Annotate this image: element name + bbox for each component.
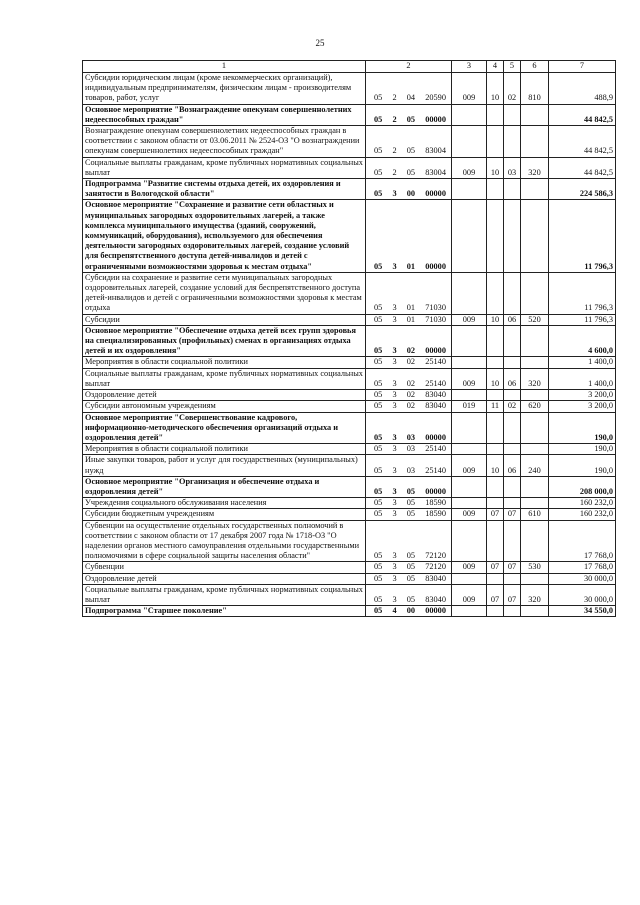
- code-direction: 25140: [425, 357, 446, 367]
- amount: 4 600,0: [549, 325, 616, 357]
- column-header: 4: [487, 61, 504, 73]
- row-name: Основное мероприятие "Сохранение и развитие сети областных и муниципальных загородных оздоровительных лагерей, а также комплекса муниципального имущества (зданий, сооружений, коммуникаций, оборудования), используемого для обеспечения деятельности загородных оздоровительных лагерей, создание условий для беспрепятственного доступа детей-инвалидов и детей с ограниченными возможностями здоровья к местам отдыха": [83, 200, 366, 272]
- code-subprogram: 3: [392, 432, 397, 442]
- section-code: 10: [487, 73, 504, 105]
- table-row: [83, 200, 616, 272]
- table-row: [83, 368, 616, 389]
- amount: 488,9: [549, 73, 616, 105]
- expense-type-code: [521, 476, 549, 497]
- code-direction: 83040: [425, 573, 446, 583]
- code-direction: 00000: [425, 432, 446, 442]
- amount: 208 000,0: [549, 476, 616, 497]
- expense-type-code: 240: [521, 455, 549, 476]
- column-header: 5: [504, 61, 521, 73]
- expense-type-code: 810: [521, 73, 549, 105]
- subsection-code: 06: [504, 368, 521, 389]
- code-direction: 00000: [425, 346, 446, 356]
- section-code: [487, 325, 504, 357]
- expense-type-code: [521, 179, 549, 200]
- code-program: 05: [374, 606, 383, 616]
- amount: 17 768,0: [549, 520, 616, 562]
- code-measure: 05: [406, 573, 416, 583]
- amount: 1 400,0: [549, 357, 616, 368]
- target-article-code: [366, 73, 452, 105]
- table-row: [83, 444, 616, 455]
- code-subprogram: 3: [392, 378, 397, 388]
- expense-type-code: 320: [521, 584, 549, 605]
- code-program: 05: [374, 562, 383, 572]
- code-subprogram: 3: [392, 189, 397, 199]
- code-program: 05: [374, 114, 383, 124]
- code-subprogram: 3: [392, 573, 397, 583]
- grbs-code: 009: [452, 157, 487, 178]
- column-header: 7: [549, 61, 616, 73]
- section-code: [487, 104, 504, 125]
- amount: 44 842,5: [549, 157, 616, 178]
- row-name: Социальные выплаты гражданам, кроме публичных нормативных социальных выплат: [83, 368, 366, 389]
- code-program: 05: [374, 432, 383, 442]
- row-name: Основное мероприятие "Вознаграждение опекунам совершеннолетних недееспособных граждан": [83, 104, 366, 125]
- target-article-code: [366, 573, 452, 584]
- target-article-code: [366, 368, 452, 389]
- target-article-code: [366, 390, 452, 401]
- grbs-code: 009: [452, 314, 487, 325]
- code-subprogram: 3: [392, 314, 397, 324]
- table-row: [83, 455, 616, 476]
- section-code: 07: [487, 509, 504, 520]
- expense-type-code: 320: [521, 157, 549, 178]
- row-name: Основное мероприятие "Организация и обеспечение отдыха и оздоровления детей": [83, 476, 366, 497]
- table-row: [83, 584, 616, 605]
- table-row: [83, 412, 616, 444]
- table-row: [83, 357, 616, 368]
- grbs-code: [452, 357, 487, 368]
- row-name: Подпрограмма "Старшее поколение": [83, 606, 366, 617]
- grbs-code: 009: [452, 455, 487, 476]
- target-article-code: [366, 562, 452, 573]
- code-subprogram: 3: [392, 444, 397, 454]
- code-subprogram: 3: [392, 261, 397, 271]
- row-name: Оздоровление детей: [83, 390, 366, 401]
- row-name: Субсидии бюджетным учреждениям: [83, 509, 366, 520]
- code-direction: 71030: [425, 303, 446, 313]
- target-article-code: [366, 476, 452, 497]
- expense-type-code: [521, 325, 549, 357]
- section-code: [487, 520, 504, 562]
- expense-type-code: 520: [521, 314, 549, 325]
- expense-type-code: [521, 573, 549, 584]
- section-code: [487, 200, 504, 272]
- table-row: [83, 606, 616, 617]
- grbs-code: 009: [452, 73, 487, 105]
- subsection-code: [504, 498, 521, 509]
- table-row: [83, 520, 616, 562]
- target-article-code: [366, 498, 452, 509]
- expense-type-code: [521, 606, 549, 617]
- amount: 3 200,0: [549, 390, 616, 401]
- amount: 17 768,0: [549, 562, 616, 573]
- code-program: 05: [374, 189, 383, 199]
- subsection-code: [504, 272, 521, 314]
- amount: 11 796,3: [549, 200, 616, 272]
- code-subprogram: 3: [392, 465, 397, 475]
- subsection-code: 02: [504, 401, 521, 412]
- table-row: [83, 390, 616, 401]
- table-row: [83, 509, 616, 520]
- subsection-code: 06: [504, 455, 521, 476]
- code-direction: 72120: [425, 551, 446, 561]
- code-measure: 05: [406, 114, 416, 124]
- code-subprogram: 3: [392, 562, 397, 572]
- code-program: 05: [374, 465, 383, 475]
- section-code: [487, 498, 504, 509]
- code-direction: 83040: [425, 594, 446, 604]
- target-article-code: [366, 272, 452, 314]
- row-name: Учреждения социального обслуживания населения: [83, 498, 366, 509]
- section-code: [487, 476, 504, 497]
- code-measure: 02: [406, 357, 416, 367]
- amount: 11 796,3: [549, 314, 616, 325]
- expense-type-code: [521, 390, 549, 401]
- code-measure: 03: [406, 465, 416, 475]
- row-name: Субвенции: [83, 562, 366, 573]
- code-direction: 00000: [425, 606, 446, 616]
- expense-type-code: 530: [521, 562, 549, 573]
- code-program: 05: [374, 486, 383, 496]
- row-name: Иные закупки товаров, работ и услуг для государственных (муниципальных) нужд: [83, 455, 366, 476]
- section-code: 10: [487, 157, 504, 178]
- code-subprogram: 2: [392, 114, 397, 124]
- code-subprogram: 3: [392, 498, 397, 508]
- code-program: 05: [374, 314, 383, 324]
- subsection-code: [504, 444, 521, 455]
- section-code: 10: [487, 455, 504, 476]
- subsection-code: [504, 325, 521, 357]
- table-row: [83, 314, 616, 325]
- amount: 30 000,0: [549, 584, 616, 605]
- amount: 30 000,0: [549, 573, 616, 584]
- budget-table: [82, 60, 616, 617]
- code-measure: 02: [406, 390, 416, 400]
- grbs-code: [452, 573, 487, 584]
- target-article-code: [366, 584, 452, 605]
- grbs-code: [452, 179, 487, 200]
- subsection-code: 07: [504, 509, 521, 520]
- code-subprogram: 3: [392, 390, 397, 400]
- expense-type-code: [521, 444, 549, 455]
- amount: 11 796,3: [549, 272, 616, 314]
- code-measure: 02: [406, 346, 416, 356]
- expense-type-code: [521, 357, 549, 368]
- grbs-code: [452, 200, 487, 272]
- section-code: [487, 573, 504, 584]
- code-program: 05: [374, 261, 383, 271]
- code-measure: 05: [406, 594, 416, 604]
- grbs-code: [452, 126, 487, 158]
- code-measure: 00: [406, 189, 416, 199]
- target-article-code: [366, 179, 452, 200]
- grbs-code: [452, 476, 487, 497]
- code-program: 05: [374, 346, 383, 356]
- table-row: [83, 476, 616, 497]
- section-code: [487, 390, 504, 401]
- code-program: 05: [374, 594, 383, 604]
- section-code: [487, 412, 504, 444]
- target-article-code: [366, 455, 452, 476]
- code-measure: 05: [406, 562, 416, 572]
- target-article-code: [366, 200, 452, 272]
- expense-type-code: [521, 498, 549, 509]
- code-subprogram: 3: [392, 594, 397, 604]
- subsection-code: [504, 520, 521, 562]
- amount: 44 842,5: [549, 104, 616, 125]
- row-name: Основное мероприятие "Обеспечение отдыха детей всех групп здоровья на специализированных (профильных) сменах в организациях отдыха детей и их оздоровления": [83, 325, 366, 357]
- code-direction: 25140: [425, 465, 446, 475]
- grbs-code: [452, 272, 487, 314]
- target-article-code: [366, 606, 452, 617]
- section-code: [487, 606, 504, 617]
- code-measure: 01: [406, 303, 416, 313]
- subsection-code: 07: [504, 584, 521, 605]
- code-measure: 05: [406, 146, 416, 156]
- code-subprogram: 4: [392, 606, 397, 616]
- target-article-code: [366, 412, 452, 444]
- code-direction: 00000: [425, 261, 446, 271]
- code-measure: 01: [406, 261, 416, 271]
- target-article-code: [366, 325, 452, 357]
- amount: 1 400,0: [549, 368, 616, 389]
- row-name: Субсидии юридическим лицам (кроме некоммерческих организаций), индивидуальным предпринимателям, физическим лицам - производителям товаров, работ, услуг: [83, 73, 366, 105]
- code-subprogram: 3: [392, 303, 397, 313]
- code-measure: 02: [406, 401, 416, 411]
- amount: 44 842,5: [549, 126, 616, 158]
- code-subprogram: 3: [392, 401, 397, 411]
- expense-type-code: [521, 126, 549, 158]
- section-code: 07: [487, 562, 504, 573]
- code-direction: 00000: [425, 189, 446, 199]
- code-program: 05: [374, 573, 383, 583]
- row-name: Мероприятия в области социальной политики: [83, 357, 366, 368]
- code-direction: 83004: [425, 146, 446, 156]
- subsection-code: [504, 573, 521, 584]
- code-subprogram: 2: [392, 146, 397, 156]
- expense-type-code: [521, 104, 549, 125]
- code-subprogram: 3: [392, 346, 397, 356]
- grbs-code: [452, 325, 487, 357]
- column-header: 6: [521, 61, 549, 73]
- row-name: Субсидии автономным учреждениям: [83, 401, 366, 412]
- column-header: 1: [83, 61, 366, 73]
- section-code: [487, 357, 504, 368]
- code-direction: 83040: [425, 390, 446, 400]
- table-row: [83, 573, 616, 584]
- code-direction: 00000: [425, 114, 446, 124]
- amount: 160 232,0: [549, 498, 616, 509]
- grbs-code: 009: [452, 562, 487, 573]
- code-program: 05: [374, 146, 383, 156]
- subsection-code: [504, 357, 521, 368]
- code-subprogram: 3: [392, 357, 397, 367]
- section-code: [487, 444, 504, 455]
- code-subprogram: 3: [392, 509, 397, 519]
- subsection-code: [504, 606, 521, 617]
- code-program: 05: [374, 390, 383, 400]
- code-direction: 25140: [425, 444, 446, 454]
- code-program: 05: [374, 378, 383, 388]
- grbs-code: [452, 444, 487, 455]
- target-article-code: [366, 520, 452, 562]
- grbs-code: 009: [452, 584, 487, 605]
- grbs-code: [452, 390, 487, 401]
- code-program: 05: [374, 401, 383, 411]
- section-code: 10: [487, 368, 504, 389]
- subsection-code: [504, 200, 521, 272]
- amount: 190,0: [549, 455, 616, 476]
- subsection-code: [504, 476, 521, 497]
- amount: 160 232,0: [549, 509, 616, 520]
- column-header: 2: [366, 61, 452, 73]
- code-direction: 71030: [425, 314, 446, 324]
- expense-type-code: [521, 200, 549, 272]
- amount: 3 200,0: [549, 401, 616, 412]
- code-program: 05: [374, 93, 383, 103]
- row-name: Субсидии на сохранение и развитие сети муниципальных загородных оздоровительных лагерей, создание условий для беспрепятственного доступа детей-инвалидов и детей с ограниченными возможностями здоровья к местам отдыха: [83, 272, 366, 314]
- code-measure: 05: [406, 167, 416, 177]
- row-name: Субсидии: [83, 314, 366, 325]
- table-row: [83, 401, 616, 412]
- subsection-code: 02: [504, 73, 521, 105]
- code-measure: 03: [406, 432, 416, 442]
- subsection-code: [504, 390, 521, 401]
- code-subprogram: 2: [392, 93, 397, 103]
- code-program: 05: [374, 509, 383, 519]
- expense-type-code: [521, 412, 549, 444]
- table-row: [83, 179, 616, 200]
- subsection-code: [504, 412, 521, 444]
- row-name: Социальные выплаты гражданам, кроме публичных нормативных социальных выплат: [83, 157, 366, 178]
- code-measure: 03: [406, 444, 416, 454]
- code-direction: 18590: [425, 498, 446, 508]
- code-direction: 83040: [425, 401, 446, 411]
- amount: 190,0: [549, 412, 616, 444]
- code-program: 05: [374, 498, 383, 508]
- code-program: 05: [374, 444, 383, 454]
- code-measure: 04: [406, 93, 416, 103]
- target-article-code: [366, 157, 452, 178]
- section-code: 10: [487, 314, 504, 325]
- expense-type-code: 610: [521, 509, 549, 520]
- code-measure: 05: [406, 509, 416, 519]
- row-name: Мероприятия в области социальной политики: [83, 444, 366, 455]
- target-article-code: [366, 104, 452, 125]
- code-direction: 83004: [425, 167, 446, 177]
- amount: 34 550,0: [549, 606, 616, 617]
- section-code: [487, 179, 504, 200]
- table-row: [83, 126, 616, 158]
- row-name: Вознаграждение опекунам совершеннолетних недееспособных граждан в соответствии с законом области от 03.06.2011 № 2524-ОЗ "О вознаграждении опекунам совершеннолетних недееспособных граждан": [83, 126, 366, 158]
- table-row: [83, 104, 616, 125]
- table-row: [83, 272, 616, 314]
- row-name: Субвенции на осуществление отдельных государственных полномочий в соответствии с законом области от 17 декабря 2007 года № 1718-ОЗ "О наделении органов местного самоуправления отдельными государственными полномочиями в сфере социальной защиты населения области": [83, 520, 366, 562]
- subsection-code: [504, 179, 521, 200]
- target-article-code: [366, 126, 452, 158]
- subsection-code: 06: [504, 314, 521, 325]
- target-article-code: [366, 357, 452, 368]
- expense-type-code: 620: [521, 401, 549, 412]
- code-direction: 18590: [425, 509, 446, 519]
- code-direction: 72120: [425, 562, 446, 572]
- expense-type-code: 320: [521, 368, 549, 389]
- row-name: Основное мероприятие "Совершенствование кадрового, информационно-методического обеспечения организаций отдыха и оздоровления детей": [83, 412, 366, 444]
- amount: 190,0: [549, 444, 616, 455]
- section-code: 07: [487, 584, 504, 605]
- expense-type-code: [521, 520, 549, 562]
- row-name: Социальные выплаты гражданам, кроме публичных нормативных социальных выплат: [83, 584, 366, 605]
- code-program: 05: [374, 357, 383, 367]
- code-measure: 00: [406, 606, 416, 616]
- table-row: [83, 562, 616, 573]
- code-direction: 20590: [425, 93, 446, 103]
- table-row: [83, 157, 616, 178]
- grbs-code: 009: [452, 368, 487, 389]
- code-program: 05: [374, 167, 383, 177]
- grbs-code: [452, 606, 487, 617]
- section-code: 11: [487, 401, 504, 412]
- code-measure: 05: [406, 486, 416, 496]
- subsection-code: [504, 104, 521, 125]
- grbs-code: [452, 520, 487, 562]
- target-article-code: [366, 509, 452, 520]
- page-number: 25: [315, 38, 325, 48]
- code-program: 05: [374, 551, 383, 561]
- table-row: [83, 73, 616, 105]
- expense-type-code: [521, 272, 549, 314]
- column-header: 3: [452, 61, 487, 73]
- grbs-code: 009: [452, 509, 487, 520]
- code-measure: 02: [406, 378, 416, 388]
- code-subprogram: 3: [392, 551, 397, 561]
- target-article-code: [366, 444, 452, 455]
- subsection-code: 07: [504, 562, 521, 573]
- code-subprogram: 3: [392, 486, 397, 496]
- section-code: [487, 272, 504, 314]
- code-measure: 05: [406, 551, 416, 561]
- subsection-code: [504, 126, 521, 158]
- code-measure: 05: [406, 498, 416, 508]
- grbs-code: [452, 412, 487, 444]
- table-row: [83, 498, 616, 509]
- code-subprogram: 2: [392, 167, 397, 177]
- row-name: Подпрограмма "Развитие системы отдыха детей, их оздоровления и занятости в Вологодской области": [83, 179, 366, 200]
- code-measure: 01: [406, 314, 416, 324]
- code-direction: 00000: [425, 486, 446, 496]
- code-program: 05: [374, 303, 383, 313]
- section-code: [487, 126, 504, 158]
- grbs-code: 019: [452, 401, 487, 412]
- row-name: Оздоровление детей: [83, 573, 366, 584]
- grbs-code: [452, 498, 487, 509]
- table-header-row: [83, 61, 616, 73]
- subsection-code: 03: [504, 157, 521, 178]
- target-article-code: [366, 314, 452, 325]
- target-article-code: [366, 401, 452, 412]
- code-direction: 25140: [425, 378, 446, 388]
- table-row: [83, 325, 616, 357]
- table-body: [83, 73, 616, 617]
- grbs-code: [452, 104, 487, 125]
- amount: 224 586,3: [549, 179, 616, 200]
